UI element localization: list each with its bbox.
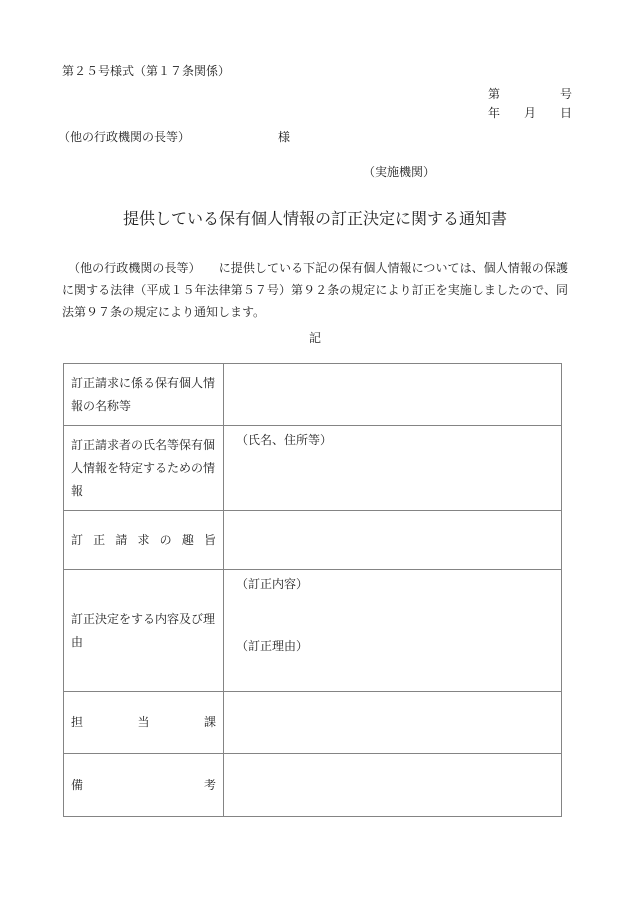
row-value-decision [224,570,561,691]
row-label-text: 訂正請求に係る保有個人情報の名称等 [71,375,216,413]
row-label-department [64,692,224,753]
table-row-remarks [64,753,561,816]
table-row-purport [64,510,561,569]
body-paragraph: （他の行政機関の長等） に提供している下記の保有個人情報については、個人情報の保護に関する法律（平成１５年法律第５７号）第９２条の規定により訂正を実施しましたので、同法第９７条の規定により通知します。 [62,261,568,319]
recipient-honorific: 様 [278,130,291,144]
row-label-text: 訂正決定をする内容及び理由 [71,611,216,649]
table-row-decision [64,569,561,691]
record-marker: 記 [308,331,321,345]
row-label-text: 訂正請求の趣旨 [71,532,216,547]
correction-reason-caption: （訂正理由） [236,639,309,653]
table-row-requester [64,425,561,510]
row-value-text: （氏名、住所等） [236,433,333,447]
row-label-text: 備考 [71,777,216,792]
form-table [63,363,562,817]
row-value-requester [224,426,561,510]
row-label-text: 訂正請求者の氏名等保有個人情報を特定するための情報 [71,437,216,498]
correction-content-caption: （訂正内容） [236,577,309,591]
row-label-requester [64,426,224,510]
document-title: 提供している保有個人情報の訂正決定に関する通知書 [122,209,507,228]
row-label-name [64,364,224,425]
row-value-name [224,364,561,425]
doc-number-line: 第 号 [487,87,572,101]
recipient-line [58,128,570,146]
row-value-department [224,692,561,753]
table-row-department [64,691,561,753]
recipient-label: （他の行政機関の長等） [58,130,191,144]
date-line: 年 月 日 [487,106,572,120]
row-label-decision [64,570,224,691]
row-label-text: 担当課 [71,715,216,729]
row-value-remarks [224,754,561,816]
row-label-purport [64,511,224,569]
row-label-remarks [64,754,224,816]
form-number: 第２５号様式（第１７条関係） [62,64,231,78]
issuer-line: （実施機関） [363,165,436,179]
table-row-name [64,364,561,425]
row-value-purport [224,511,561,569]
